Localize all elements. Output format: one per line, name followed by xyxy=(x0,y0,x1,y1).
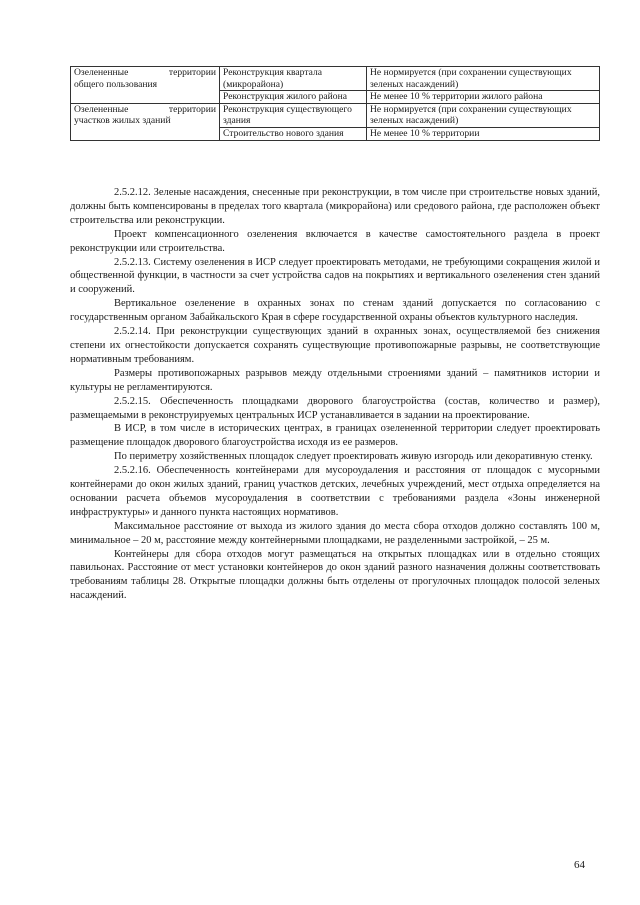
table-cell-line: участков жилых зданий xyxy=(74,115,171,127)
paragraph: 2.5.2.14. При реконструкции существующих зданий в охранных зонах, осуществляемой без снижения степени их огнестойкости допускается сохранять существующие противопожарные разрывы, не соответствующие нормативным требованиям. xyxy=(70,326,600,365)
table-cell-action: Реконструкция существующего здания xyxy=(220,103,367,127)
table-cell-norm: Не менее 10 % территории жилого района xyxy=(367,91,600,104)
paragraph: 2.5.2.12. Зеленые насаждения, снесенные при реконструкции, в том числе при строительстве новых зданий, должны быть компенсированы в пределах того квартала (микрорайона) или средового района, где расположен объект строительства или реконструкции. xyxy=(70,187,600,226)
body-text xyxy=(70,186,600,603)
table-cell-action: Реконструкция жилого района xyxy=(220,91,367,104)
table-cell-norm: Не нормируется (при сохранении существующих зеленых насаждений) xyxy=(367,67,600,91)
table-cell-territory xyxy=(71,103,220,140)
table-cell-norm: Не нормируется (при сохранении существующих зеленых насаждений) xyxy=(367,103,600,127)
table-cell-line: общего пользования xyxy=(74,78,158,90)
page-number: 64 xyxy=(574,859,585,871)
table-cell-line: Озелененные территории xyxy=(74,103,216,115)
table-row xyxy=(71,103,600,127)
table-row xyxy=(71,67,600,91)
paragraph: Проект компенсационного озеленения включается в качестве самостоятельного раздела в проект реконструкции или строительства. xyxy=(70,228,600,254)
paragraph: Размеры противопожарных разрывов между отдельными строениями зданий – памятников истории и культуры не регламентируются. xyxy=(70,367,600,393)
paragraph: Контейнеры для сбора отходов могут размещаться на открытых площадках или в отдельно стоящих павильонах. Расстояние от мест установки контейнеров до окон зданий разного назначения должны соответствовать требованиям таблицы 28. Открытые площадки должны быть отделены от прогулочных площадок полосой зеленых насаждений. xyxy=(70,548,600,602)
paragraph: В ИСР, в том числе в исторических центрах, в границах озелененной территории следует проектировать размещение площадок дворового благоустройства исходя из ее размеров. xyxy=(70,423,600,449)
greenery-norms-table xyxy=(70,66,600,141)
paragraph: 2.5.2.15. Обеспеченность площадками дворового благоустройства (состав, количество и размер), размещаемыми в реконструируемых центральных ИСР устанавливается в задании на проектирование. xyxy=(70,395,600,421)
paragraph: 2.5.2.16. Обеспеченность контейнерами для мусороудаления и расстояния от площадок с мусорными контейнерами до окон жилых зданий, границ участков детских, лечебных учреждений, мест отдыха определяется на основании расчета объемов мусороудаления в соответствии с требованиями раздела «Зоны инженерной инфраструктуры» и данного пункта настоящих нормативов. xyxy=(70,465,600,518)
paragraph: По периметру хозяйственных площадок следует проектировать живую изгородь или декоративную стенку. xyxy=(114,451,593,463)
table-cell-action: Строительство нового здания xyxy=(220,127,367,140)
table-cell-norm: Не менее 10 % территории xyxy=(367,127,600,140)
paragraph: Максимальное расстояние от выхода из жилого здания до места сбора отходов должно составлять 100 м, минимальное – 20 м, расстояние между контейнерными площадками, не разделенными застройкой, – 25 м. xyxy=(70,520,600,546)
table-cell-territory xyxy=(71,67,220,104)
table-cell-action: Реконструкция квартала (микрорайона) xyxy=(220,67,367,91)
paragraph: 2.5.2.13. Систему озеленения в ИСР следует проектировать методами, не требующими сокращения жилой и общественной функции, в частности за счет устройства садов на покрытиях и вертикального озеленения стен зданий и сооружений. xyxy=(70,256,600,296)
paragraph: Вертикальное озеленение в охранных зонах по стенам зданий допускается по согласованию с государственным органом Забайкальского Края в сфере государственной охраны объектов культурного наследия. xyxy=(70,298,600,324)
table-cell-line: Озелененные территории xyxy=(74,67,216,78)
